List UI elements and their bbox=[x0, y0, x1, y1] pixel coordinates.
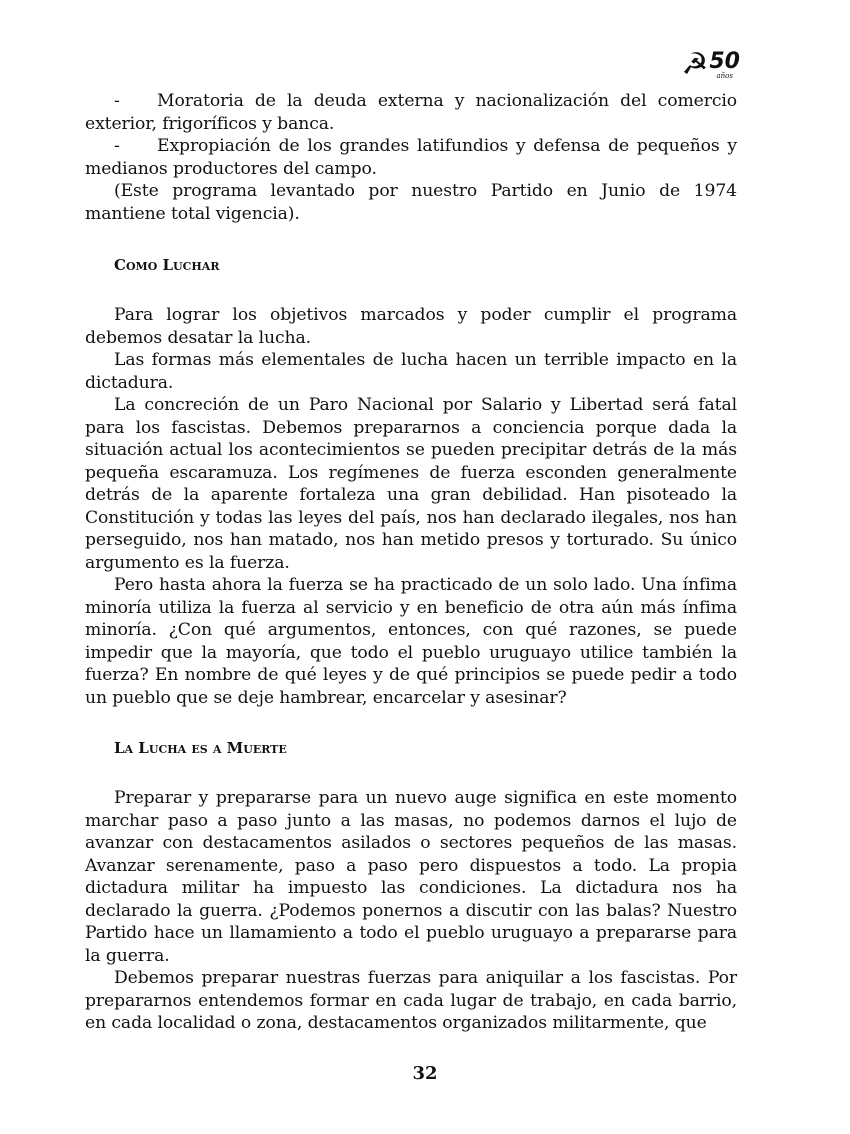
list-marker: - bbox=[114, 136, 120, 156]
anniversary-badge bbox=[709, 51, 740, 80]
page-body bbox=[85, 90, 737, 1035]
page-number: 32 bbox=[412, 1063, 438, 1084]
hammer-sickle-star-icon: ☭ bbox=[681, 47, 709, 82]
anniversary-number: 50 bbox=[709, 49, 740, 74]
list-item bbox=[85, 90, 737, 135]
list-marker: - bbox=[114, 91, 120, 111]
section-heading-la-lucha-es-a-muerte: La Lucha es a Muerte bbox=[114, 739, 287, 757]
paragraph: Las formas más elementales de lucha hacen un terrible impacto en la dictadura. bbox=[85, 350, 737, 393]
program-note: (Este programa levantado por nuestro Partido en Junio de 1974 mantiene total vigencia). bbox=[85, 181, 737, 224]
anniversary-subtitle: años bbox=[716, 72, 733, 80]
section-heading-como-luchar: Como Luchar bbox=[114, 256, 220, 274]
list-item-text: Moratoria de la deuda externa y nacionalización del comercio exterior, frigoríficos y banca. bbox=[85, 91, 737, 134]
party-50-years-logo bbox=[681, 47, 740, 82]
list-item-text: Expropiación de los grandes latifundios y defensa de pequeños y medianos productores del campo. bbox=[85, 136, 737, 179]
paragraph: Para lograr los objetivos marcados y poder cumplir el programa debemos desatar la lucha. bbox=[85, 305, 737, 348]
paragraph: La concreción de un Paro Nacional por Salario y Libertad será fatal para los fascistas. Debemos prepararnos a conciencia porque dada la situación actual los acontecimientos se pueden precipitar detrás de la más pequeña escaramuza. Los regímenes de fuerza esconden generalmente detrás de la aparente fortaleza una gran debilidad. Han pisoteado la Constitución y todas las leyes del país, nos han declarado ilegales, nos han perseguido, nos han matado, nos han metido presos y torturado. Su único argumento es la fuerza. bbox=[85, 395, 737, 573]
paragraph: Pero hasta ahora la fuerza se ha practicado de un solo lado. Una ínfima minoría utiliza la fuerza al servicio y en beneficio de otra aún más ínfima minoría. ¿Con qué argumentos, entonces, con qué razones, se puede impedir que la mayoría, que todo el pueblo uruguayo utilice también la fuerza? En nombre de qué leyes y de qué principios se puede pedir a todo un pueblo que se deje hambrear, encarcelar y asesinar? bbox=[85, 575, 737, 708]
list-item bbox=[85, 135, 737, 180]
paragraph: Debemos preparar nuestras fuerzas para aniquilar a los fascistas. Por prepararnos entendemos formar en cada lugar de trabajo, en cada barrio, en cada localidad o zona, destacamentos organizados militarmente, que bbox=[85, 968, 737, 1033]
paragraph: Preparar y prepararse para un nuevo auge significa en este momento marchar paso a paso junto a las masas, no podemos darnos el lujo de avanzar con destacamentos asilados o sectores pequeños de las masas. Avanzar serenamente, paso a paso pero dispuestos a todo. La propia dictadura militar ha impuesto las condiciones. La dictadura nos ha declarado la guerra. ¿Podemos ponernos a discutir con las balas? Nuestro Partido hace un llamamiento a todo el pueblo uruguayo a prepararse para la guerra. bbox=[85, 788, 737, 966]
